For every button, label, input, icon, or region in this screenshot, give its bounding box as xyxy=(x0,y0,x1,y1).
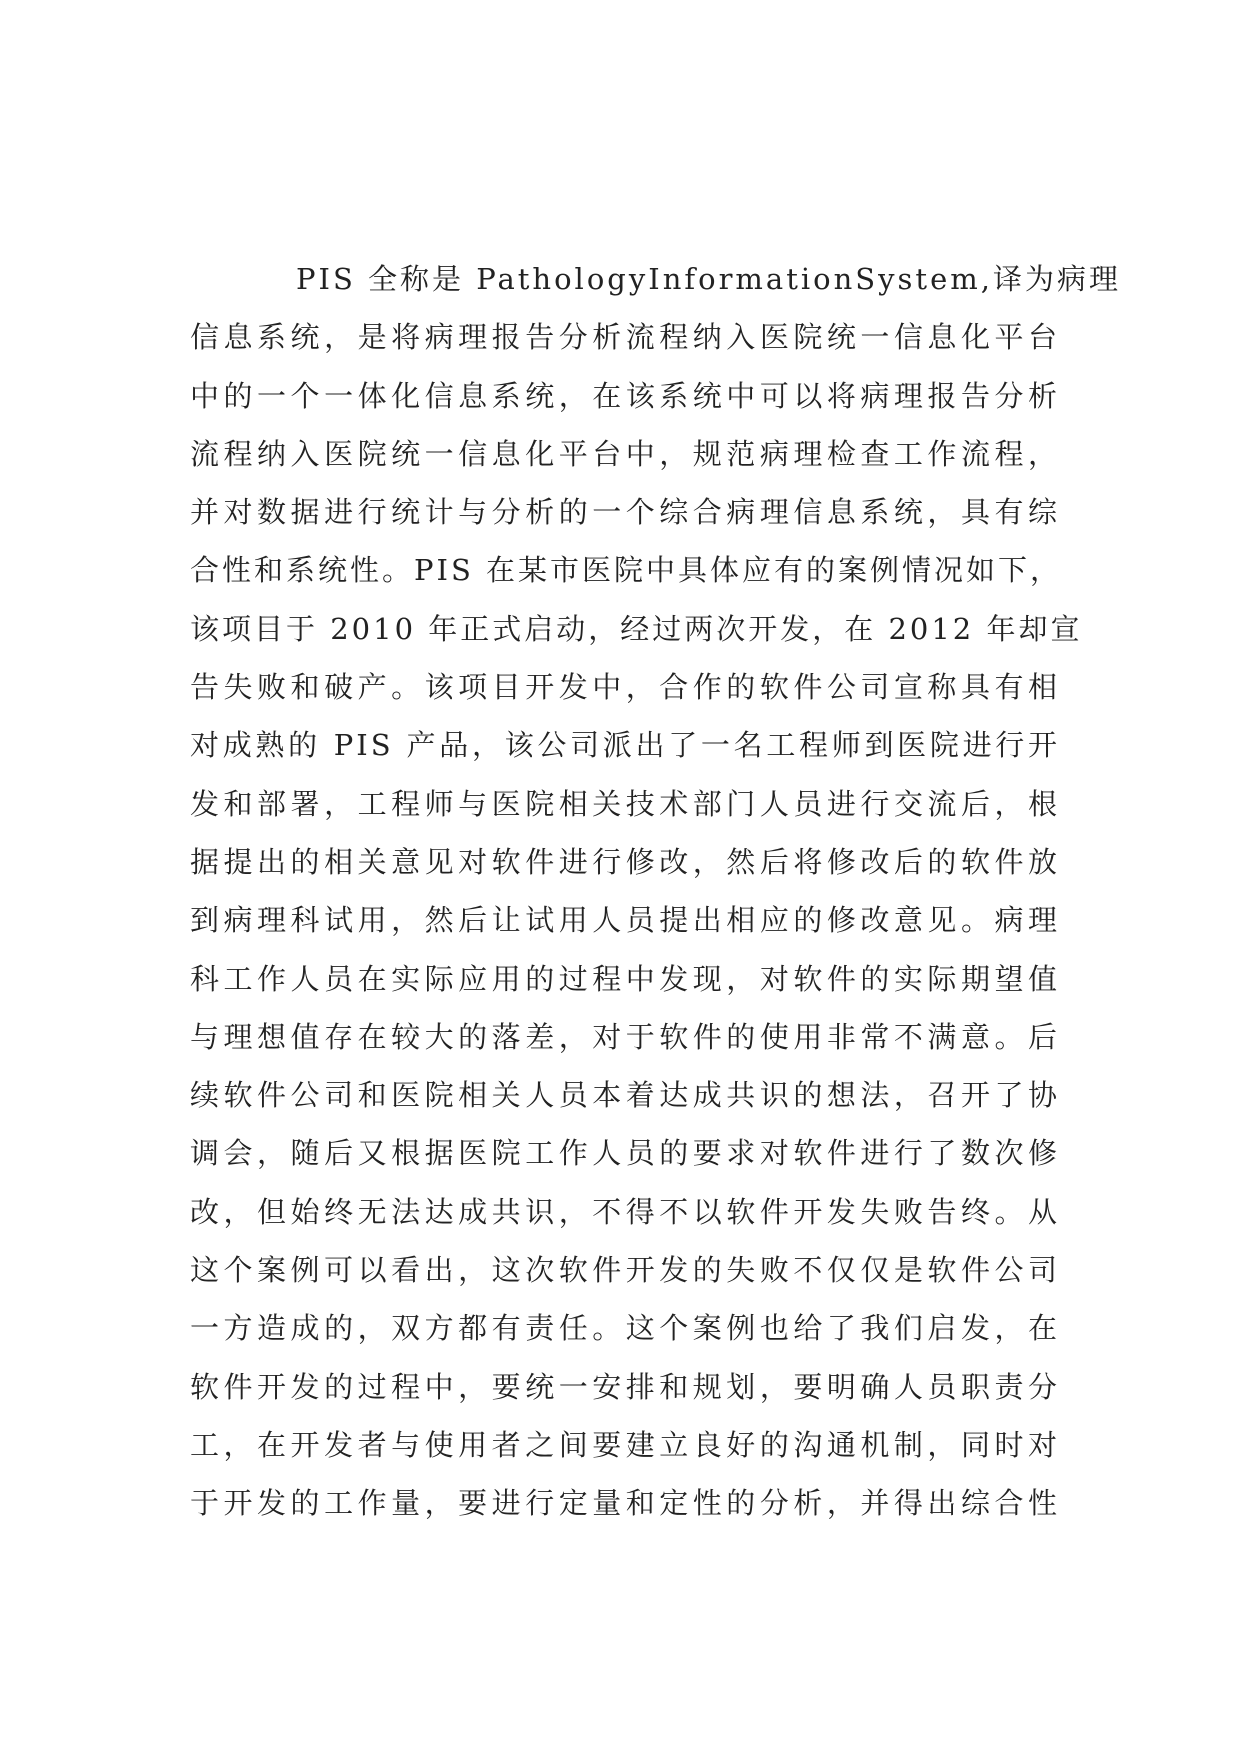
paragraph-line: 合性和系统性。PIS 在某市医院中具体应有的案例情况如下， xyxy=(190,553,1063,588)
paragraph-line: 于开发的工作量，要进行定量和定性的分析，并得出综合性 xyxy=(190,1486,1060,1521)
paragraph-line: PIS 全称是 PathologyInformationSystem,译为病理 xyxy=(296,262,1121,296)
paragraph-line: 调会，随后又根据医院工作人员的要求对软件进行了数次修 xyxy=(190,1136,1060,1171)
paragraph-line: 工，在开发者与使用者之间要建立良好的沟通机制，同时对 xyxy=(190,1427,1060,1462)
paragraph-line: 流程纳入医院统一信息化平台中，规范病理检查工作流程， xyxy=(190,436,1060,471)
paragraph-line: 改，但始终无法达成共识，不得不以软件开发失败告终。从 xyxy=(190,1194,1060,1229)
paragraph-line: 对成熟的 PIS 产品，该公司派出了一名工程师到医院进行开 xyxy=(190,728,1060,763)
paragraph-line: 该项目于 2010 年正式启动，经过两次开发，在 2012 年却宣 xyxy=(190,611,1083,646)
paragraph-line: 据提出的相关意见对软件进行修改，然后将修改后的软件放 xyxy=(190,844,1060,879)
body-paragraph xyxy=(190,250,1121,1533)
paragraph-line: 这个案例可以看出，这次软件开发的失败不仅仅是软件公司 xyxy=(190,1253,1060,1288)
paragraph-line: 信息系统，是将病理报告分析流程纳入医院统一信息化平台 xyxy=(190,320,1060,355)
paragraph-line: 并对数据进行统计与分析的一个综合病理信息系统，具有综 xyxy=(190,495,1060,530)
paragraph-line: 一方造成的，双方都有责任。这个案例也给了我们启发，在 xyxy=(190,1311,1060,1346)
paragraph-line: 中的一个一体化信息系统，在该系统中可以将病理报告分析 xyxy=(190,378,1060,413)
paragraph-line: 告失败和破产。该项目开发中，合作的软件公司宣称具有相 xyxy=(190,670,1060,705)
paragraph-line: 软件开发的过程中，要统一安排和规划，要明确人员职责分 xyxy=(190,1369,1060,1404)
paragraph-line: 科工作人员在实际应用的过程中发现，对软件的实际期望值 xyxy=(190,961,1060,996)
paragraph-line: 发和部署，工程师与医院相关技术部门人员进行交流后，根 xyxy=(190,786,1060,821)
paragraph-line: 到病理科试用，然后让试用人员提出相应的修改意见。病理 xyxy=(190,903,1060,938)
paragraph-line: 续软件公司和医院相关人员本着达成共识的想法，召开了协 xyxy=(190,1078,1060,1113)
paragraph-line: 与理想值存在较大的落差，对于软件的使用非常不满意。后 xyxy=(190,1019,1060,1054)
